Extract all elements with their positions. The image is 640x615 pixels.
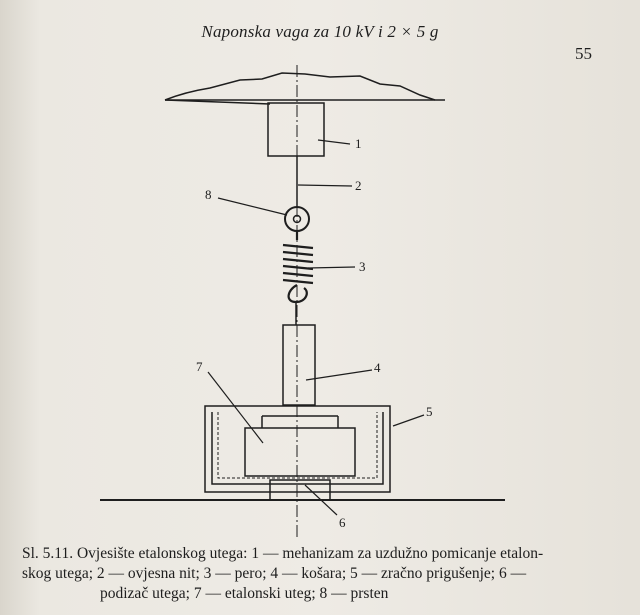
spring-hook — [289, 285, 307, 302]
callout-4: 4 — [374, 360, 381, 375]
caption-line-1: Sl. 5.11. Ovjesište etalonskog utega: 1 — mehanizam za uzdužno pomicanje etalon- — [22, 545, 544, 562]
callout-5: 5 — [426, 404, 433, 419]
callout-2: 2 — [355, 178, 362, 193]
callout-7: 7 — [196, 359, 203, 374]
mechanism-profile — [165, 73, 435, 100]
callout-3: 3 — [359, 259, 366, 274]
standard-weight — [245, 428, 355, 476]
page-number: 55 — [575, 44, 592, 63]
spring — [283, 231, 313, 283]
basket — [283, 325, 315, 405]
weight-lifter — [270, 480, 330, 500]
caption-line-2: skog utega; 2 — ovjesna nit; 3 — pero; 4 — košara; 5 — zračno prigušenje; 6 — — [22, 565, 527, 582]
caption-line-3: podizač utega; 7 — etalonski uteg; 8 — prsten — [100, 585, 389, 602]
running-head: Naponska vaga za 10 kV i 2 × 5 g — [201, 22, 439, 41]
callout-1: 1 — [355, 136, 362, 151]
callout-6: 6 — [339, 515, 346, 530]
figure-caption — [22, 544, 617, 604]
callout-8: 8 — [205, 187, 212, 202]
mechanism-block — [268, 103, 324, 156]
